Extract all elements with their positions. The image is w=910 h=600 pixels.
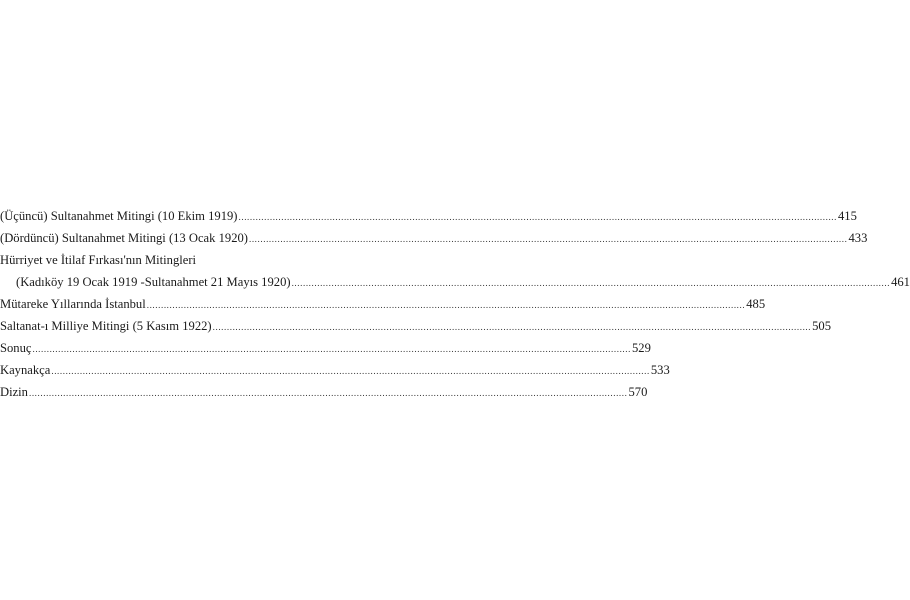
dot-leader [51,360,650,382]
toc-entry-page: 529 [631,341,651,355]
toc-entry-heading-hurriyet: Hürriyet ve İtilaf Fırkası'nın Mitingleri [0,253,197,267]
toc-entry-page: 570 [628,385,648,399]
dot-leader [239,206,838,228]
toc-entry-title: Kaynakça [0,363,51,377]
dot-leader [32,338,631,360]
toc-entry-ucuncu-sultanahmet[interactable] [0,205,857,227]
toc-entry-title: Sonuç [0,341,32,355]
toc-entry-page: 485 [746,297,766,311]
toc-entry-saltanat[interactable] [0,315,832,337]
toc-entry-title: Dizin [0,385,28,399]
toc-entry-title: Saltanat-ı Milliye Mitingi (5 Kasım 1922) [0,319,212,333]
toc-entry-sonuc[interactable] [0,337,651,359]
toc-entry-kaynakca[interactable] [0,359,670,381]
dot-leader [29,382,628,404]
toc-entry-page: 415 [838,209,857,223]
toc-entry-hurriyet-itilaf[interactable] [0,271,910,293]
toc-entry-dorduncu-sultanahmet[interactable] [0,227,868,249]
dot-leader [147,294,746,316]
toc-entry-title: Mütareke Yıllarında İstanbul [0,297,146,311]
toc-entry-page: 461 [891,275,910,289]
toc-entry-page: 505 [812,319,832,333]
dot-leader [213,316,812,338]
toc-entry-title: (Üçüncü) Sultanahmet Mitingi (10 Ekim 1919) [0,209,238,223]
dot-leader [292,272,891,294]
toc-entry-mutareke[interactable] [0,293,766,315]
toc-entry-page: 433 [848,231,868,245]
toc-entry-title: (Dördüncü) Sultanahmet Mitingi (13 Ocak 1920) [0,231,248,245]
toc-entry-title: (Kadıköy 19 Ocak 1919 -Sultanahmet 21 Mayıs 1920) [16,275,291,289]
toc-entry-dizin[interactable] [0,381,648,403]
toc-entry-page: 533 [650,363,670,377]
table-of-contents [0,205,910,403]
dot-leader [249,228,848,250]
